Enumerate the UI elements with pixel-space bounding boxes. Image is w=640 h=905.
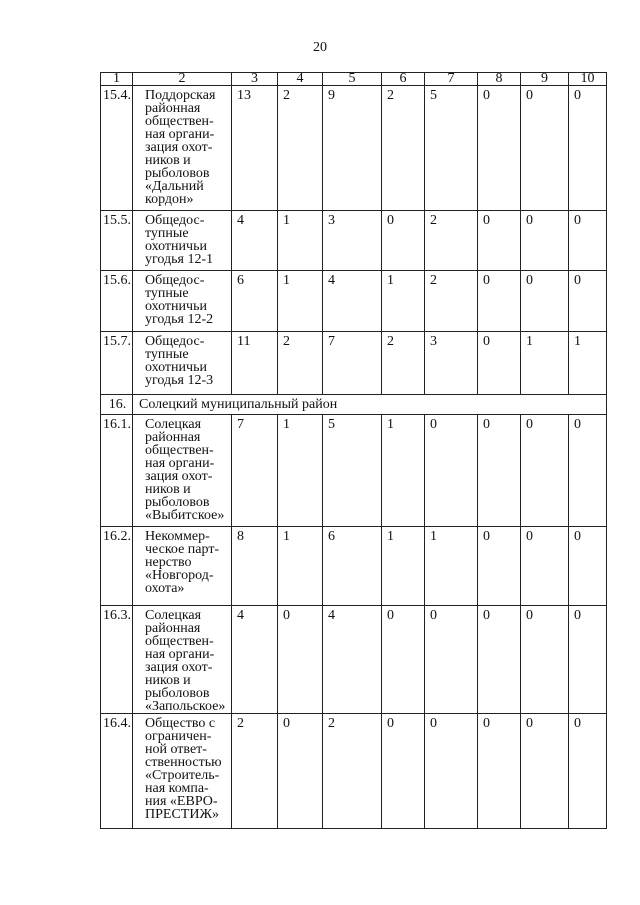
value-cell: 2 xyxy=(278,86,323,211)
column-header: 3 xyxy=(232,73,278,86)
value-cell: 6 xyxy=(323,527,382,606)
value-cell: 13 xyxy=(232,86,278,211)
column-header: 8 xyxy=(478,73,521,86)
value-cell: 0 xyxy=(521,86,569,211)
value-cell: 7 xyxy=(232,415,278,527)
value-cell: 2 xyxy=(425,271,478,332)
column-header: 1 xyxy=(101,73,133,86)
value-cell: 0 xyxy=(569,714,607,829)
value-cell: 0 xyxy=(569,211,607,271)
value-cell: 11 xyxy=(232,332,278,395)
value-cell: 0 xyxy=(478,86,521,211)
table-body xyxy=(101,73,607,829)
value-cell: 1 xyxy=(521,332,569,395)
value-cell: 0 xyxy=(569,415,607,527)
table-row xyxy=(101,606,607,714)
value-cell: 0 xyxy=(278,714,323,829)
value-cell: 0 xyxy=(478,606,521,714)
value-cell: 2 xyxy=(382,332,425,395)
value-cell: 4 xyxy=(232,211,278,271)
value-cell: 2 xyxy=(382,86,425,211)
value-cell: 4 xyxy=(323,606,382,714)
value-cell: 0 xyxy=(425,714,478,829)
table-row xyxy=(101,86,607,211)
value-cell: 8 xyxy=(232,527,278,606)
row-number: 15.6. xyxy=(101,271,133,332)
value-cell: 2 xyxy=(232,714,278,829)
row-number: 15.4. xyxy=(101,86,133,211)
value-cell: 1 xyxy=(278,415,323,527)
value-cell: 9 xyxy=(323,86,382,211)
row-number: 16.2. xyxy=(101,527,133,606)
value-cell: 1 xyxy=(425,527,478,606)
column-header: 7 xyxy=(425,73,478,86)
value-cell: 2 xyxy=(323,714,382,829)
column-header: 2 xyxy=(133,73,232,86)
value-cell: 1 xyxy=(278,527,323,606)
value-cell: 0 xyxy=(521,527,569,606)
value-cell: 0 xyxy=(569,606,607,714)
value-cell: 0 xyxy=(521,211,569,271)
value-cell: 0 xyxy=(521,271,569,332)
organization-name: Солецкая районная обществен- ная органи- зация охот- ников и рыболовов «Выбитское» xyxy=(133,415,232,527)
column-header: 5 xyxy=(323,73,382,86)
row-number: 15.7. xyxy=(101,332,133,395)
value-cell: 1 xyxy=(569,332,607,395)
value-cell: 1 xyxy=(278,271,323,332)
row-number: 15.5. xyxy=(101,211,133,271)
value-cell: 0 xyxy=(569,527,607,606)
organization-name: Общедос- тупные охотничьи угодья 12-3 xyxy=(133,332,232,395)
value-cell: 0 xyxy=(478,211,521,271)
value-cell: 5 xyxy=(323,415,382,527)
value-cell: 0 xyxy=(382,606,425,714)
value-cell: 0 xyxy=(521,606,569,714)
value-cell: 4 xyxy=(232,606,278,714)
table-row xyxy=(101,211,607,271)
section-row xyxy=(101,395,607,415)
value-cell: 4 xyxy=(323,271,382,332)
column-header: 4 xyxy=(278,73,323,86)
value-cell: 1 xyxy=(382,415,425,527)
organization-name: Поддорская районная обществен- ная органи- зация охот- ников и рыболовов «Дальний кордон» xyxy=(133,86,232,211)
value-cell: 1 xyxy=(382,527,425,606)
row-number: 16.4. xyxy=(101,714,133,829)
row-number: 16.1. xyxy=(101,415,133,527)
value-cell: 1 xyxy=(278,211,323,271)
value-cell: 1 xyxy=(382,271,425,332)
organization-name: Общедос- тупные охотничьи угодья 12-2 xyxy=(133,271,232,332)
value-cell: 0 xyxy=(569,271,607,332)
table-row xyxy=(101,271,607,332)
column-header: 6 xyxy=(382,73,425,86)
row-number: 16.3. xyxy=(101,606,133,714)
value-cell: 3 xyxy=(323,211,382,271)
value-cell: 0 xyxy=(478,527,521,606)
section-number: 16. xyxy=(101,395,133,415)
value-cell: 0 xyxy=(521,714,569,829)
value-cell: 0 xyxy=(478,332,521,395)
value-cell: 0 xyxy=(521,415,569,527)
value-cell: 6 xyxy=(232,271,278,332)
organization-name: Общедос- тупные охотничьи угодья 12-1 xyxy=(133,211,232,271)
table-header-row xyxy=(101,73,607,86)
value-cell: 0 xyxy=(478,271,521,332)
value-cell: 0 xyxy=(382,714,425,829)
organization-name: Общество с ограничен- ной ответ- ственностью «Строитель- ная компа- ния «ЕВРО- ПРЕСТИЖ» xyxy=(133,714,232,829)
value-cell: 0 xyxy=(478,714,521,829)
value-cell: 0 xyxy=(569,86,607,211)
data-table xyxy=(100,72,607,829)
column-header: 10 xyxy=(569,73,607,86)
value-cell: 0 xyxy=(425,606,478,714)
organization-name: Некоммер- ческое парт- нерство «Новгород- охота» xyxy=(133,527,232,606)
value-cell: 3 xyxy=(425,332,478,395)
section-title: Солецкий муниципальный район xyxy=(133,395,607,415)
value-cell: 5 xyxy=(425,86,478,211)
organization-name: Солецкая районная обществен- ная органи- зация охот- ников и рыболовов «Запольское» xyxy=(133,606,232,714)
value-cell: 0 xyxy=(382,211,425,271)
table-row xyxy=(101,714,607,829)
value-cell: 2 xyxy=(278,332,323,395)
table-row xyxy=(101,332,607,395)
column-header: 9 xyxy=(521,73,569,86)
table-row xyxy=(101,527,607,606)
value-cell: 0 xyxy=(278,606,323,714)
table-row xyxy=(101,415,607,527)
value-cell: 0 xyxy=(478,415,521,527)
value-cell: 7 xyxy=(323,332,382,395)
page-number: 20 xyxy=(313,40,327,55)
value-cell: 2 xyxy=(425,211,478,271)
value-cell: 0 xyxy=(425,415,478,527)
